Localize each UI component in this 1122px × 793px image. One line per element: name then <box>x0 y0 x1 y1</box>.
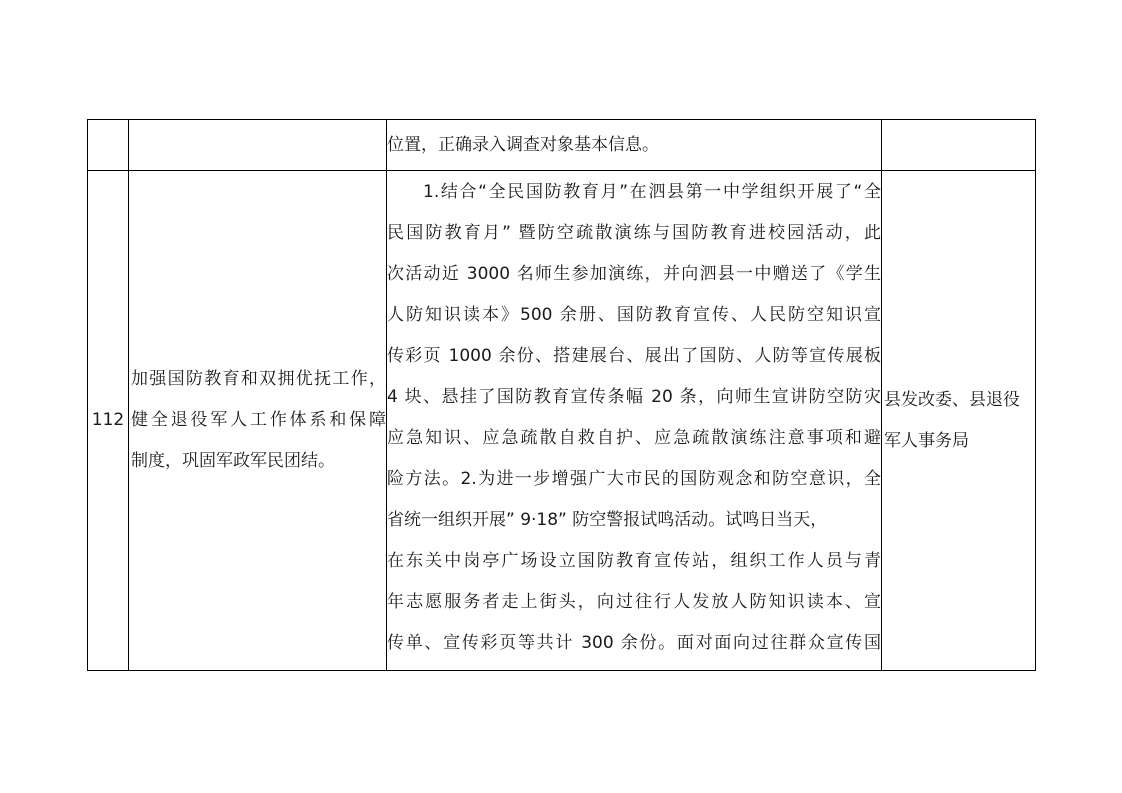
detail-line: 传彩页 1000 余份、搭建展台、展出了国防、人防等宣传展板 <box>387 346 881 366</box>
responsible-unit-cell <box>882 171 1036 671</box>
task-line: 健全退役军人工作体系和保障 <box>131 410 386 430</box>
detail-line: 4 块、悬挂了国防教育宣传条幅 20 条，向师生宣讲防空防灾 <box>387 387 881 407</box>
table-row <box>88 120 1036 171</box>
unit-line: 县发改委、县退役 <box>884 389 1020 410</box>
detail-cell <box>387 171 882 671</box>
task-line: 制度，巩固军政军民团结。 <box>131 451 335 471</box>
task-cell <box>129 120 387 171</box>
detail-line: 次活动近 3000 名师生参加演练，并向泗县一中赠送了《学生 <box>387 264 881 284</box>
detail-line: 民国防教育月” 暨防空疏散演练与国防教育进校园活动，此 <box>387 223 881 243</box>
task-cell <box>129 171 387 671</box>
row-number-cell: 112 <box>88 171 129 671</box>
task-line: 加强国防教育和双拥优抚工作， <box>131 369 386 389</box>
table-row <box>88 171 1036 671</box>
detail-line: 1.结合“全民国防教育月”在泗县第一中学组织开展了“全 <box>423 182 881 202</box>
detail-line: 险方法。2.为进一步增强广大市民的国防观念和防空意识，全 <box>387 469 881 489</box>
task-table <box>87 119 1036 671</box>
detail-line: 位置，正确录入调查对象基本信息。 <box>387 134 659 155</box>
detail-line: 人防知识读本》500 余册、国防教育宣传、人民防空知识宣 <box>387 305 881 325</box>
detail-line: 在东关中岗亭广场设立国防教育宣传站，组织工作人员与青 <box>387 551 881 571</box>
detail-line: 省统一组织开展” 9·18” 防空警报试鸣活动。试鸣日当天， <box>387 510 828 530</box>
row-number-cell <box>88 120 129 171</box>
detail-line: 应急知识、应急疏散自救自护、应急疏散演练注意事项和避 <box>387 428 881 448</box>
detail-line: 传单、宣传彩页等共计 300 余份。面对面向过往群众宣传国 <box>387 633 881 653</box>
unit-line: 军人事务局 <box>884 430 969 451</box>
detail-line: 年志愿服务者走上街头，向过往行人发放人防知识读本、宣 <box>387 592 881 612</box>
detail-cell <box>387 120 882 171</box>
responsible-unit-cell <box>882 120 1036 171</box>
